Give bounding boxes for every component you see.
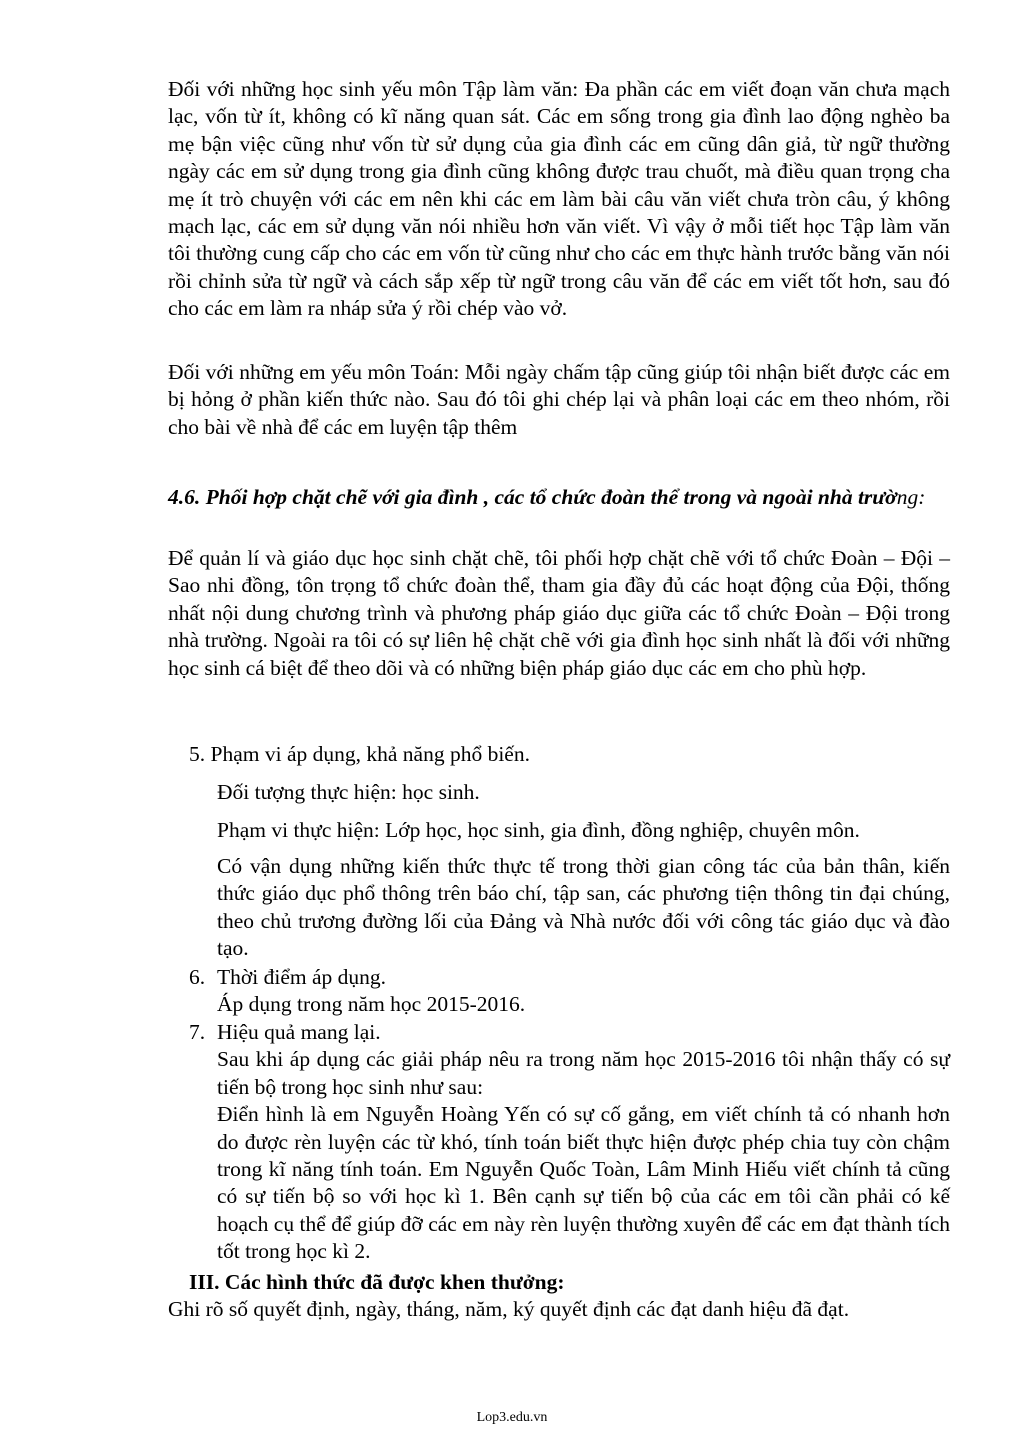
paragraph-toan: Đối với những em yếu môn Toán: Mỗi ngày chấm tập cũng giúp tôi nhận biết được các em bị hỏng ở phần kiến thức nào. Sau đó tôi ghi chép lại và phân loại các em theo nhóm, rồi cho bài về nhà để các em luyện tập thêm: [168, 360, 950, 439]
list-item-7-text-1: Sau khi áp dụng các giải pháp nêu ra trong năm học 2015-2016 tôi nhận thấy có sự tiến bộ trong học sinh như sau:: [217, 1047, 950, 1099]
paragraph-tap-lam-van: Đối với những học sinh yếu môn Tập làm văn: Đa phần các em viết đoạn văn chưa mạch lạc, vốn từ ít, không có kĩ năng quan sát. Các em sống trong gia đình lao động nghèo ba mẹ bận việc cũng như vốn từ sử dụng của gia đình các em cũng dân giả, từ ngữ thường ngày các em sử dụng trong gia đình cũng không được trau chuốt, mà điều quan trọng cha mẹ ít trò chuyện với các em nên khi các em làm bài câu văn viết chưa tròn câu, ý không mạch lạc, các em sử dụng văn nói nhiều hơn văn viết. Vì vậy ở mỗi tiết học Tập làm văn tôi thường cung cấp cho các em vốn từ cũng như cho các em thực hành trước bằng văn nói rồi chỉnh sửa từ ngữ và cách sắp xếp từ ngữ trong câu văn để các em viết tốt hơn, sau đó cho các em làm ra nháp sửa ý rồi chép vào vở.: [168, 77, 950, 321]
paragraph-phoi-hop: Để quản lí và giáo dục học sinh chặt chẽ, tôi phối hợp chặt chẽ với tổ chức Đoàn – Đội – Sao nhi đồng, tôn trọng tổ chức đoàn thể, tham gia đầy đủ các hoạt động của Đội, thống nhất nội dung chương trình và phương pháp giáo dục giữa các tổ chức Đoàn – Đội trong nhà trường. Ngoài ra tôi có sự liên hệ chặt chẽ với gia đình học sinh nhất là đối với những học sinh cá biệt để theo dõi và có những biện pháp giáo dục các em cho phù hợp.: [168, 546, 950, 680]
page-footer: Lop3.edu.vn: [476, 1410, 548, 1425]
paragraph-ghi-ro: Ghi rõ số quyết định, ngày, tháng, năm, ký quyết định các đạt danh hiệu đã đạt.: [168, 1297, 850, 1321]
list-item-6-heading: Thời điểm áp dụng.: [217, 965, 387, 989]
list-item-5-pham-vi: Phạm vi thực hiện: Lớp học, học sinh, gia đình, đồng nghiệp, chuyên môn.: [217, 818, 860, 842]
list-item-7-number: 7.: [189, 1020, 206, 1044]
list-item-7: [189, 1019, 950, 1266]
section-heading-4-6-part1: 4.6. Phối hợp chặt chẽ với gia đình , các tổ chức đoàn thể trong và ngoài nhà trườ: [168, 485, 897, 509]
list-item-7-heading: Hiệu quả mang lại.: [217, 1020, 381, 1044]
list-item-6: [189, 964, 950, 1019]
list-item-5-van-dung: Có vận dụng những kiến thức thực tế trong thời gian công tác của bản thân, kiến thức giáo dục phổ thông trên báo chí, tập san, các phương tiện thông tin đại chúng, theo chủ trương đường lối của Đảng và Nhà nước đối với công tác giáo dục và đào tạo.: [217, 854, 950, 961]
section-heading-III: III. Các hình thức đã được khen thưởng:: [189, 1270, 565, 1294]
list-item-6-number: 6.: [189, 965, 206, 989]
list-item-6-text: Áp dụng trong năm học 2015-2016.: [217, 992, 526, 1017]
section-heading-4-6-part2: ng:: [896, 485, 926, 509]
list-item-5-heading: 5. Phạm vi áp dụng, khả năng phổ biến.: [189, 742, 530, 766]
section-heading-4-6: [168, 484, 950, 511]
list-item-5-doi-tuong: Đối tượng thực hiện: học sinh.: [217, 780, 480, 804]
list-item-7-text-2: Điển hình là em Nguyễn Hoàng Yến có sự cố gắng, em viết chính tả có nhanh hơn do được rèn luyện các từ khó, tính toán biết thực hiện được phép chia tuy còn chậm trong kĩ năng tính toán. Em Nguyễn Quốc Toàn, Lâm Minh Hiếu viết chính tả cũng có sự tiến bộ so với học kì 1. Bên cạnh sự tiến bộ của các em tôi cần phải có kế hoạch cụ thể để giúp đỡ các em này rèn luyện thường xuyên để các em đạt thành tích tốt trong học kì 2.: [217, 1102, 950, 1264]
